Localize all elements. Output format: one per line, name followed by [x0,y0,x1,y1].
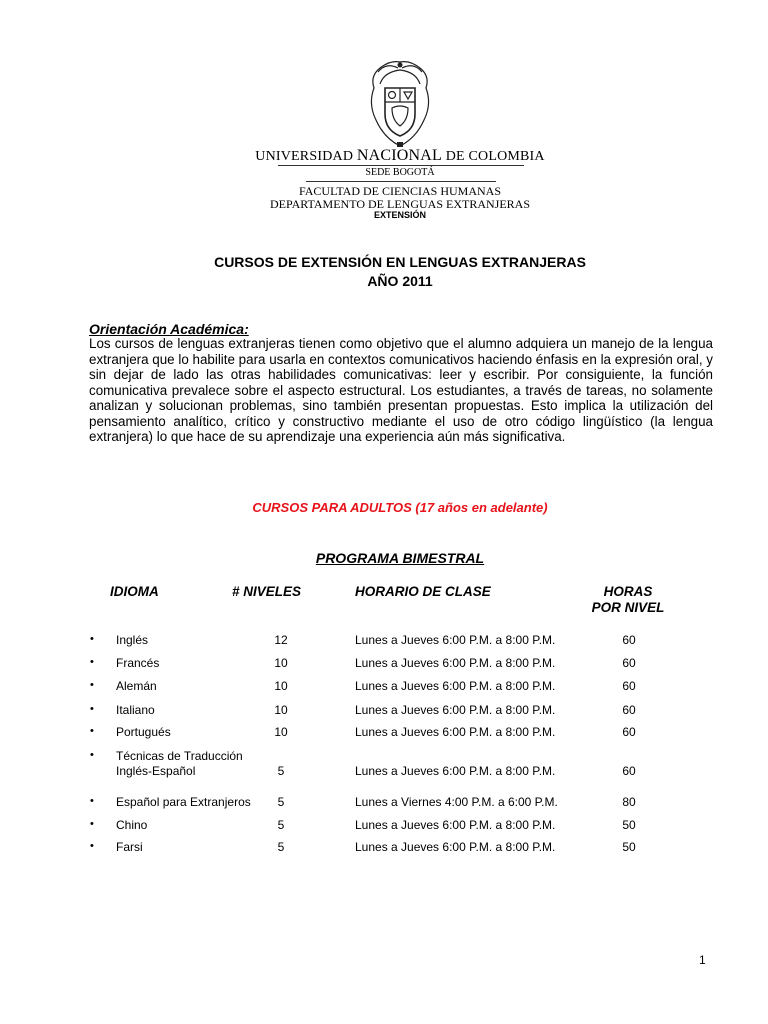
bullet-icon: • [90,633,94,645]
bullet-icon: • [90,749,94,761]
row-horas: 60 [622,764,636,778]
adults-courses-heading: CURSOS PARA ADULTOS (17 años en adelante) [252,500,548,515]
bullet-icon: • [90,703,94,715]
page-number: 1 [699,953,706,967]
document-year: AÑO 2011 [367,273,433,289]
row-horas: 60 [622,703,636,717]
column-header-idioma: IDIOMA [110,584,159,599]
row-horario: Lunes a Viernes 4:00 P.M. a 6:00 P.M. [355,795,558,809]
row-horas: 80 [622,795,636,809]
row-niveles: 5 [277,764,285,778]
row-idioma-line1: Técnicas de Traducción [116,749,243,763]
orientation-heading: Orientación Académica: [89,321,249,337]
row-idioma: Alemán [116,679,157,693]
row-idioma: Español para Extranjeros [116,795,251,809]
bullet-icon: • [90,795,94,807]
row-horario: Lunes a Jueves 6:00 P.M. a 8:00 P.M. [355,703,556,717]
row-horario: Lunes a Jueves 6:00 P.M. a 8:00 P.M. [355,840,556,854]
unit-name: EXTENSIÓN [373,210,426,220]
header-rule [306,181,496,182]
row-idioma: Farsi [116,840,143,854]
row-idioma: Chino [116,818,148,832]
row-idioma: Portugués [116,725,171,739]
column-header-niveles: # NIVELES [232,584,302,599]
row-horario: Lunes a Jueves 6:00 P.M. a 8:00 P.M. [355,725,556,739]
bullet-icon: • [90,725,94,737]
row-horas: 50 [622,818,636,832]
column-header-horas-line2: POR NIVEL [591,600,665,615]
bullet-icon: • [90,679,94,691]
orientation-paragraph: Los cursos de lenguas extranjeras tienen como objetivo que el alumno adquiera un manejo de la lengua extranjera que lo habilite para usarla en contextos comunicativos haciendo énfasis en la expresión oral, y sin dejar de lado las otras habilidades comunicativas: leer y escribir. Por consiguiente, la función comunicativa prevalece sobre el aspecto estructural. Los estudiantes, a través de tareas, no solamente analizan y solucionan problemas, sino también presentan propuestas. Esto implica la utilización del pensamiento analítico, crítico y constructivo mediante el uso de otro código lingüístico (la lengua extranjera) lo que hace de su aprendizaje una experiencia aún más significativa. [89,336,713,444]
faculty-name: FACULTAD DE CIENCIAS HUMANAS [298,184,502,198]
row-horario: Lunes a Jueves 6:00 P.M. a 8:00 P.M. [355,656,556,670]
row-horario: Lunes a Jueves 6:00 P.M. a 8:00 P.M. [355,818,556,832]
column-header-horario: HORARIO DE CLASE [355,584,491,599]
row-horas: 60 [622,656,636,670]
university-prefix: UNIVERSIDAD [255,149,354,164]
row-idioma: Italiano [116,703,155,717]
bullet-icon: • [90,818,94,830]
bullet-icon: • [90,840,94,852]
row-idioma: Inglés [116,633,149,647]
row-idioma: Francés [116,656,160,670]
row-niveles: 5 [277,840,285,854]
column-header-horas [560,584,696,616]
document-title: CURSOS DE EXTENSIÓN EN LENGUAS EXTRANJERAS [214,254,586,270]
column-header-horas-line1: HORAS [603,584,653,599]
header-rule [278,165,524,166]
row-horario: Lunes a Jueves 6:00 P.M. a 8:00 P.M. [355,679,556,693]
university-suffix: DE COLOMBIA [445,149,545,164]
row-niveles: 5 [277,818,285,832]
campus-name: SEDE BOGOTÁ [365,167,435,178]
row-idioma-line2: Inglés-Español [116,764,196,778]
row-horario: Lunes a Jueves 6:00 P.M. a 8:00 P.M. [355,633,556,647]
row-horas: 60 [622,679,636,693]
row-niveles: 10 [274,656,288,670]
row-horas: 60 [622,633,636,647]
row-niveles: 5 [277,795,285,809]
row-niveles: 12 [274,633,288,647]
program-heading: PROGRAMA BIMESTRAL [315,550,485,566]
row-horario: Lunes a Jueves 6:00 P.M. a 8:00 P.M. [355,764,556,778]
row-horas: 50 [622,840,636,854]
bullet-icon: • [90,656,94,668]
row-niveles: 10 [274,725,288,739]
row-niveles: 10 [274,679,288,693]
university-name [0,147,768,165]
row-idioma [116,749,243,779]
university-crest-icon [368,58,432,150]
row-niveles: 10 [274,703,288,717]
row-horas: 60 [622,725,636,739]
department-name: DEPARTAMENTO DE LENGUAS EXTRANJERAS [270,197,530,211]
university-main: NACIONAL [356,147,442,164]
